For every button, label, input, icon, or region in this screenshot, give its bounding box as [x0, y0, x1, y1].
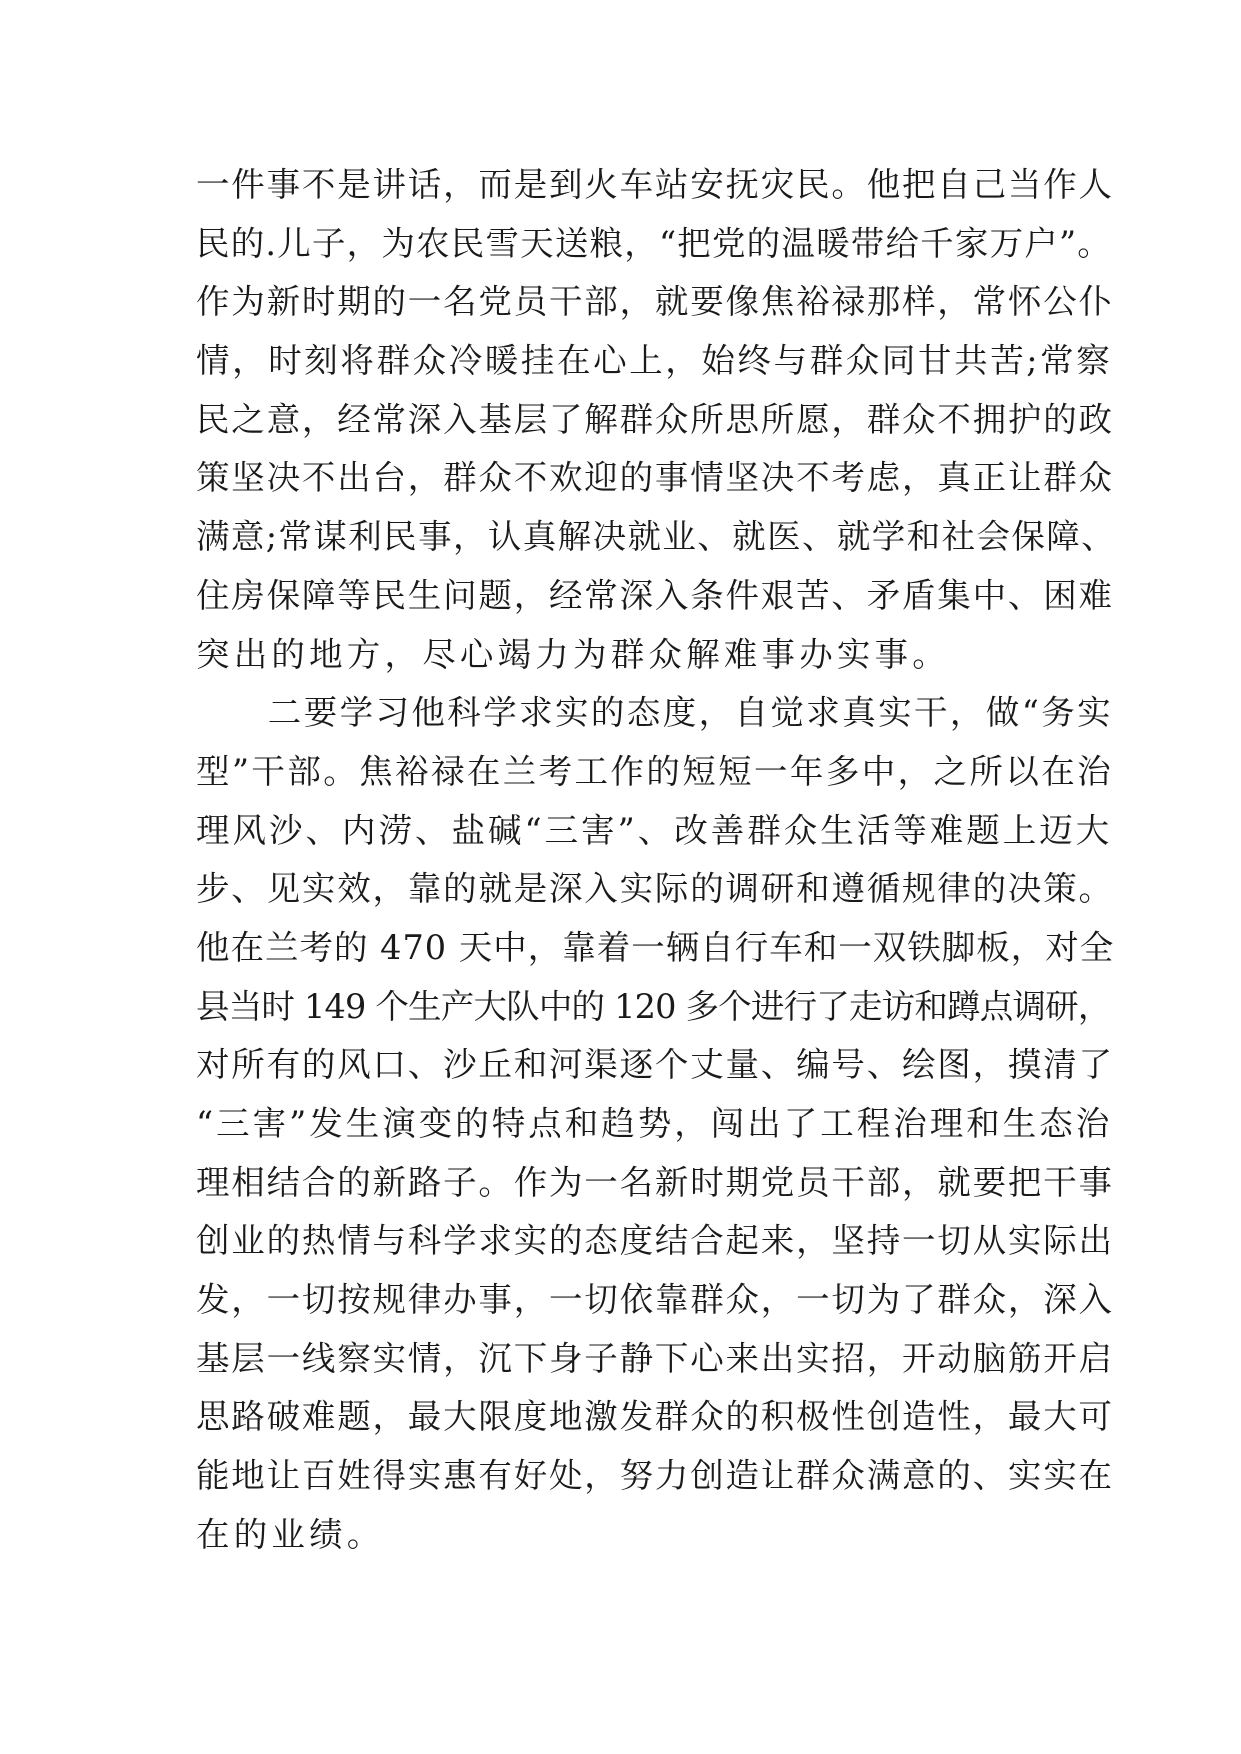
text-line: 一件事不是讲话，而是到火车站安抚灾民。他把自己当作人 [196, 165, 1114, 204]
text-line: 满意;常谋利民事，认真解决就业、就医、就学和社会保障、 [196, 517, 1117, 557]
text-line: 住房保障等民生问题，经常深入条件艰苦、矛盾集中、困难 [196, 575, 1114, 615]
text-line: 发，一切按规律办事，一切依靠群众，一切为了群众，深入 [196, 1280, 1114, 1320]
text-line: 步、见实效，靠的就是深入实际的调研和遵循规律的决策。 [196, 869, 1114, 909]
text-line: 策坚决不出台，群众不欢迎的事情坚决不考虑，真正让群众 [196, 458, 1114, 498]
text-line: 创业的热情与科学求实的态度结合起来，坚持一切从实际出 [196, 1221, 1114, 1261]
text-line: 突出的地方，尽心竭力为群众解难事办实事。 [196, 634, 950, 674]
text-line: “三害”发生演变的特点和趋势，闯出了工程治理和生态治 [196, 1104, 1113, 1143]
text-line: 情，时刻将群众冷暖挂在心上，始终与群众同甘共苦;常察 [196, 341, 1113, 381]
text-line: 他在兰考的 470 天中，靠着一辆自行车和一双铁脚板，对全 [196, 927, 1115, 967]
body-text [196, 156, 1117, 1565]
text-line: 思路破难题，最大限度地激发群众的积极性创造性，最大可 [196, 1397, 1114, 1437]
text-line: 对所有的风口、沙丘和河渠逐个丈量、编号、绘图，摸清了 [196, 1045, 1114, 1085]
text-line: 县当时 149 个生产大队中的 120 多个进行了走访和蹲点调研， [196, 986, 1111, 1026]
text-line: 作为新时期的一名党员干部，就要像焦裕禄那样，常怀公仆 [196, 282, 1114, 322]
paragraph-start-line: 二要学习他科学求实的态度，自觉求真实干，做“务实 [196, 693, 1114, 733]
text-line: 基层一线察实情，沉下身子静下心来出实招，开动脑筋开启 [196, 1338, 1114, 1378]
text-line: 民之意，经常深入基层了解群众所思所愿，群众不拥护的政 [196, 399, 1114, 439]
text-line: 型”干部。焦裕禄在兰考工作的短短一年多中，之所以在治 [196, 751, 1114, 791]
text-line: 在的业绩。 [196, 1514, 385, 1554]
text-line: 理相结合的新路子。作为一名新时期党员干部，就要把干事 [196, 1162, 1114, 1202]
text-line: 民的.儿子，为农民雪天送粮，“把党的温暖带给千家万户”。 [196, 223, 1112, 263]
text-line: 能地让百姓得实惠有好处，努力创造让群众满意的、实实在 [196, 1456, 1114, 1496]
text-line: 理风沙、内涝、盐碱“三害”、改善群众生活等难题上迈大 [196, 810, 1113, 850]
